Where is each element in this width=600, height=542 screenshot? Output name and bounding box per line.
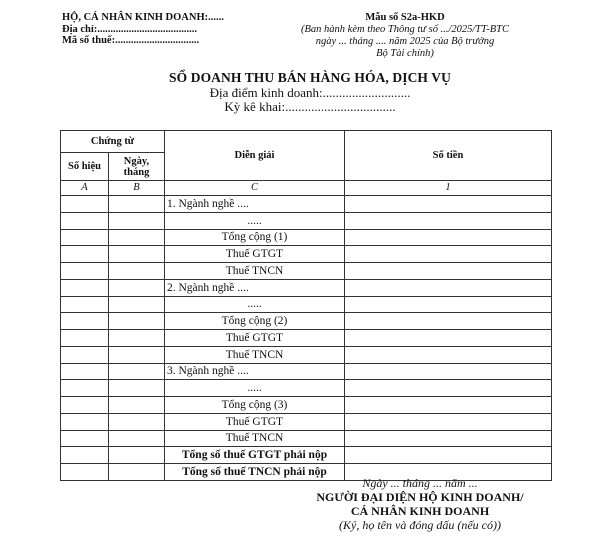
document-title-block bbox=[100, 70, 520, 114]
amount-cell[interactable] bbox=[345, 212, 552, 229]
voucher-date-cell[interactable] bbox=[109, 380, 165, 397]
amount-cell[interactable] bbox=[345, 346, 552, 363]
voucher-date-cell[interactable] bbox=[109, 330, 165, 347]
signatory-role-line-1: NGƯỜI ĐẠI DIỆN HỘ KINH DOANH/ bbox=[316, 490, 524, 504]
description-cell[interactable]: Thuế TNCN bbox=[165, 263, 345, 280]
voucher-date-cell[interactable] bbox=[109, 447, 165, 464]
voucher-date-header-line1: Ngày, bbox=[123, 155, 150, 167]
business-location-field: Địa điểm kinh doanh:........................... bbox=[209, 85, 411, 100]
table-row bbox=[61, 380, 552, 397]
table-row bbox=[61, 330, 552, 347]
voucher-number-cell[interactable] bbox=[61, 413, 109, 430]
table-row bbox=[61, 296, 552, 313]
description-cell[interactable]: Tổng số thuế GTGT phải nộp bbox=[165, 447, 345, 464]
voucher-date-cell[interactable] bbox=[109, 313, 165, 330]
description-cell[interactable]: ..... bbox=[165, 380, 345, 397]
voucher-date-cell[interactable] bbox=[109, 363, 165, 380]
description-cell[interactable]: Tổng cộng (2) bbox=[165, 313, 345, 330]
voucher-number-column-header: Số hiệu bbox=[61, 153, 109, 181]
table-row bbox=[61, 279, 552, 296]
description-cell[interactable]: Thuế GTGT bbox=[165, 330, 345, 347]
amount-cell[interactable] bbox=[345, 397, 552, 414]
amount-column-header: Số tiền bbox=[345, 131, 552, 181]
description-cell[interactable]: Tổng cộng (3) bbox=[165, 397, 345, 414]
voucher-date-column-header bbox=[109, 153, 165, 181]
table-row bbox=[61, 229, 552, 246]
declaration-period-field: Kỳ kê khai:.................................. bbox=[224, 99, 396, 114]
signatory-role-line-2: CÁ NHÂN KINH DOANH bbox=[350, 504, 490, 518]
description-cell[interactable]: ..... bbox=[165, 296, 345, 313]
description-cell[interactable]: Thuế TNCN bbox=[165, 430, 345, 447]
index-a: A bbox=[61, 181, 109, 196]
amount-cell[interactable] bbox=[345, 430, 552, 447]
description-cell[interactable]: 3. Ngành nghề .... bbox=[165, 363, 345, 380]
column-index-row bbox=[61, 181, 552, 196]
index-b: B bbox=[109, 181, 165, 196]
signature-note: (Ký, họ tên và đóng dấu (nếu có)) bbox=[339, 518, 501, 532]
amount-cell[interactable] bbox=[345, 196, 552, 213]
amount-cell[interactable] bbox=[345, 263, 552, 280]
voucher-number-cell[interactable] bbox=[61, 380, 109, 397]
voucher-number-cell[interactable] bbox=[61, 296, 109, 313]
voucher-number-cell[interactable] bbox=[61, 313, 109, 330]
amount-cell[interactable] bbox=[345, 296, 552, 313]
voucher-number-cell[interactable] bbox=[61, 330, 109, 347]
amount-cell[interactable] bbox=[345, 313, 552, 330]
voucher-number-cell[interactable] bbox=[61, 397, 109, 414]
voucher-date-cell[interactable] bbox=[109, 196, 165, 213]
tax-code-field: Mã số thuế:................................ bbox=[62, 35, 200, 46]
description-column-header: Diễn giải bbox=[165, 131, 345, 181]
table-row bbox=[61, 397, 552, 414]
table-header-row bbox=[61, 131, 552, 153]
form-reference-header bbox=[290, 12, 520, 60]
amount-cell[interactable] bbox=[345, 330, 552, 347]
table-row bbox=[61, 447, 552, 464]
index-1: 1 bbox=[345, 181, 552, 196]
voucher-number-cell[interactable] bbox=[61, 196, 109, 213]
index-c: C bbox=[165, 181, 345, 196]
voucher-number-cell[interactable] bbox=[61, 263, 109, 280]
description-cell[interactable]: ..... bbox=[165, 212, 345, 229]
voucher-number-cell[interactable] bbox=[61, 430, 109, 447]
voucher-number-cell[interactable] bbox=[61, 346, 109, 363]
voucher-date-cell[interactable] bbox=[109, 413, 165, 430]
amount-cell[interactable] bbox=[345, 229, 552, 246]
voucher-date-cell[interactable] bbox=[109, 296, 165, 313]
voucher-date-header-line2: tháng bbox=[123, 166, 150, 178]
issued-line-2: ngày ... tháng .... năm 2025 của Bộ trưởng bbox=[315, 36, 495, 47]
issued-line-1: (Ban hành kèm theo Thông tư số .../2025/TT-BTC bbox=[301, 24, 509, 35]
table-row bbox=[61, 430, 552, 447]
amount-cell[interactable] bbox=[345, 447, 552, 464]
revenue-ledger-table bbox=[60, 130, 552, 481]
amount-cell[interactable] bbox=[345, 413, 552, 430]
business-info-header bbox=[62, 12, 224, 47]
amount-cell[interactable] bbox=[345, 380, 552, 397]
table-row bbox=[61, 413, 552, 430]
table-row bbox=[61, 263, 552, 280]
issued-line-3: Bộ Tài chính) bbox=[376, 48, 434, 59]
description-cell[interactable]: 2. Ngành nghề .... bbox=[165, 279, 345, 296]
signature-block bbox=[290, 476, 550, 532]
voucher-number-cell[interactable] bbox=[61, 363, 109, 380]
voucher-date-cell[interactable] bbox=[109, 397, 165, 414]
form-code: Mẫu số S2a-HKD bbox=[365, 12, 445, 23]
document-title: SỔ DOANH THU BÁN HÀNG HÓA, DỊCH VỤ bbox=[169, 70, 451, 85]
voucher-date-cell[interactable] bbox=[109, 346, 165, 363]
voucher-number-cell[interactable] bbox=[61, 212, 109, 229]
voucher-date-cell[interactable] bbox=[109, 430, 165, 447]
voucher-date-cell[interactable] bbox=[109, 263, 165, 280]
description-cell[interactable]: Thuế GTGT bbox=[165, 413, 345, 430]
voucher-group-header: Chứng từ bbox=[61, 131, 165, 153]
amount-cell[interactable] bbox=[345, 246, 552, 263]
voucher-number-cell[interactable] bbox=[61, 246, 109, 263]
address-field: Địa chỉ:...................................... bbox=[62, 23, 198, 35]
description-cell[interactable]: Tổng cộng (1) bbox=[165, 229, 345, 246]
table-row bbox=[61, 196, 552, 213]
description-cell[interactable]: Thuế TNCN bbox=[165, 346, 345, 363]
voucher-date-cell[interactable] bbox=[109, 212, 165, 229]
voucher-date-cell[interactable] bbox=[109, 246, 165, 263]
table-row bbox=[61, 212, 552, 229]
voucher-date-cell[interactable] bbox=[109, 229, 165, 246]
voucher-number-cell[interactable] bbox=[61, 229, 109, 246]
voucher-number-cell[interactable] bbox=[61, 464, 109, 481]
voucher-date-cell[interactable] bbox=[109, 279, 165, 296]
signature-date: Ngày ... tháng ... năm ... bbox=[362, 476, 478, 490]
business-name-field: HỘ, CÁ NHÂN KINH DOANH:...... bbox=[62, 12, 224, 23]
voucher-number-cell[interactable] bbox=[61, 279, 109, 296]
description-cell[interactable]: 1. Ngành nghề .... bbox=[165, 196, 345, 213]
table-row bbox=[61, 346, 552, 363]
table-row bbox=[61, 363, 552, 380]
amount-cell[interactable] bbox=[345, 279, 552, 296]
amount-cell[interactable] bbox=[345, 363, 552, 380]
voucher-number-cell[interactable] bbox=[61, 447, 109, 464]
description-cell[interactable]: Tổng số thuế TNCN phải nộp bbox=[165, 464, 345, 481]
table-row bbox=[61, 246, 552, 263]
description-cell[interactable]: Thuế GTGT bbox=[165, 246, 345, 263]
table-row bbox=[61, 313, 552, 330]
voucher-date-cell[interactable] bbox=[109, 464, 165, 481]
